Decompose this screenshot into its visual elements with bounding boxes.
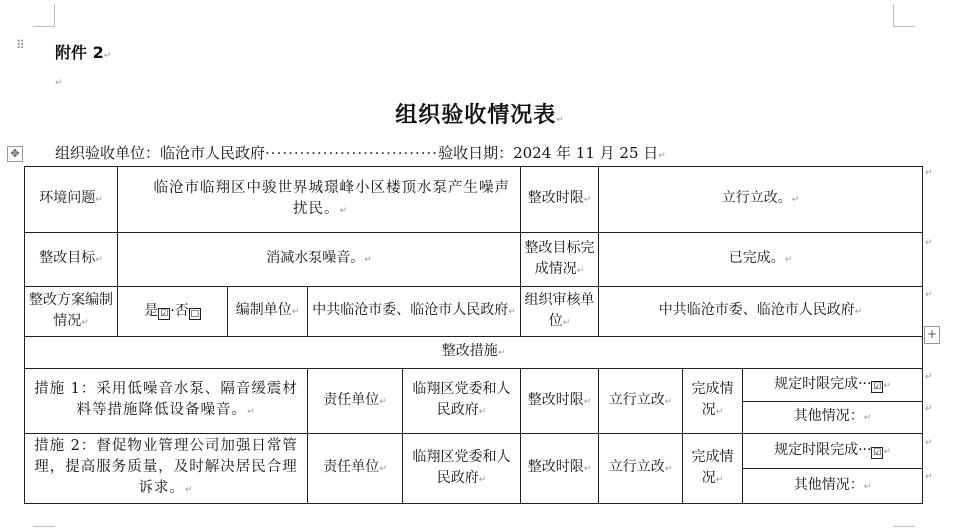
paragraph-mark: ↵ [55,78,63,88]
page-corner-mark [54,4,55,26]
plan-label: 整改方案编制情况↵ [25,287,118,337]
env-issue-label: 环境问题↵ [25,167,118,233]
compile-unit-label: 编制单位↵ [228,287,308,337]
measure-1-deadline-value: 立行立改↵ [599,369,683,434]
table-row [25,337,923,369]
plan-yes-no: 是 ☑ ·否 □ [118,287,228,337]
measure-1-text: 措施 1：采用低噪音水泵、隔音缓震材料等措施降低设备噪音。↵ [25,369,308,434]
deadline-label: 整改时限↵ [521,167,599,233]
measure-2-resp-label: 责任单位↵ [308,434,403,504]
measure-2-text: 措施 2：督促物业管理公司加强日常管理，提高服务质量，及时解决居民合理诉求。↵ [25,434,308,504]
checked-box-icon[interactable]: ☑ [873,381,882,392]
table-row [25,369,923,402]
page-corner-mark [893,26,915,27]
page-corner-mark [893,526,915,527]
compile-unit-value: 中共临沧市委、临沧市人民政府↵ [308,287,521,337]
unit-value: 临沧市人民政府 [160,144,266,162]
row-end-mark: ↵ [925,168,933,178]
page-corner-mark [33,26,55,27]
target-status-label: 整改目标完成情况↵ [521,233,599,287]
measure-1-resp-value: 临翔区党委和人民政府↵ [403,369,521,434]
measure-1-deadline-label: 整改时限↵ [521,369,599,434]
review-unit-value: 中共临沧市委、临沧市人民政府↵ [599,287,923,337]
target-status-value: 已完成。↵ [599,233,923,287]
review-unit-label: 组织审核单位↵ [521,287,599,337]
date-label: 验收日期： [438,144,514,162]
unchecked-box-icon[interactable]: □ [190,309,199,319]
measure-2-deadline-label: 整改时限↵ [521,434,599,504]
row-end-mark: ↵ [925,238,933,248]
unit-label: 组织验收单位： [55,144,161,162]
table-row [25,233,923,287]
measure-1-on-time: 规定时限完成··· ☑ ↵ [743,369,923,402]
target-value: 消减水泵噪音。↵ [118,233,521,287]
date-value: 2024 年 11 月 25 日 [513,144,659,162]
page-corner-mark [33,526,55,527]
row-end-mark: ↵ [925,404,933,414]
row-end-mark: ↵ [925,438,933,448]
checked-box-icon[interactable]: ☑ [873,447,882,458]
measure-2-on-time: 规定时限完成··· ☑ ↵ [743,434,923,469]
measure-1-resp-label: 责任单位↵ [308,369,403,434]
acceptance-table [24,166,923,504]
leader-dots: ······························ [265,144,439,162]
attachment-label: 附件 2↵ [55,43,112,62]
row-end-mark: ↵ [925,372,933,382]
measure-1-status-label: 完成情况↵ [683,369,743,434]
acceptance-meta-line: 组织验收单位：临沧市人民政府······························验收日期：2024 年 11 月 25 日↵ [55,144,666,162]
table-row [25,167,923,233]
drag-handle-icon[interactable]: ⠿ [16,38,24,52]
page-title: 组织验收情况表↵ [395,103,565,128]
deadline-value: 立行立改。↵ [599,167,923,233]
measure-2-resp-value: 临翔区党委和人民政府↵ [403,434,521,504]
table-row [25,287,923,337]
measure-2-status-label: 完成情况↵ [683,434,743,504]
table-row [25,434,923,469]
measure-2-deadline-value: 立行立改↵ [599,434,683,504]
target-label: 整改目标↵ [25,233,118,287]
move-icon[interactable]: ✥ [7,146,23,162]
measure-1-other: 其他情况：↵ [743,402,923,434]
checked-box-icon[interactable]: ☑ [160,309,169,319]
page-corner-mark [893,4,894,26]
measure-2-other: 其他情况：↵ [743,469,923,504]
env-issue-value: 临沧市临翔区中骏世界城璟峰小区楼顶水泵产生噪声扰民。↵ [118,167,521,233]
row-end-mark: ↵ [925,472,933,482]
row-end-mark: ↵ [925,290,933,300]
measures-header: 整改措施↵ [25,337,923,369]
plus-icon[interactable]: + [924,326,940,344]
